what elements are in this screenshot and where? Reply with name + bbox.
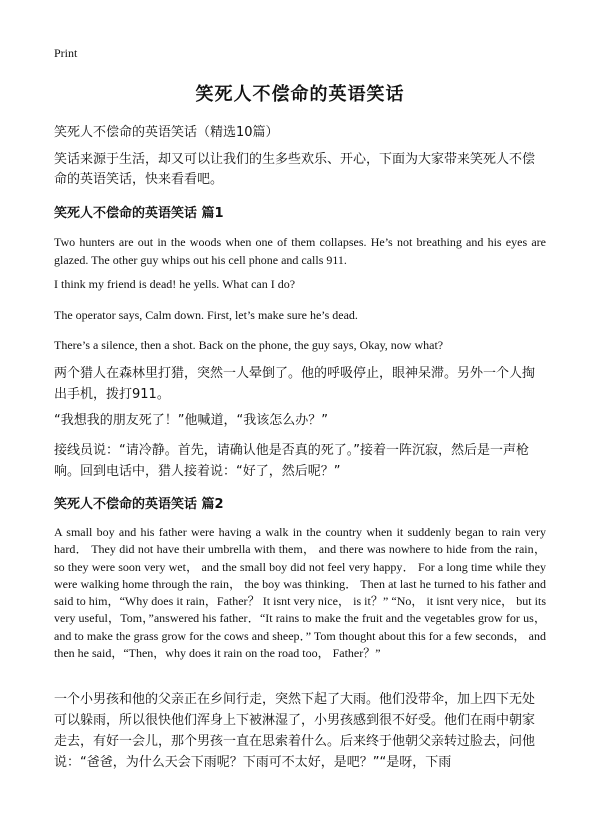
cn-paragraph: 两个猎人在森林里打猎，突然一人晕倒了。他的呼吸停止，眼神呆滞。另外一个人掏出手机，拨打911。 — [54, 366, 536, 402]
cn-paragraph: “我想我的朋友死了！”他喊道，“我该怎么办？” — [54, 413, 328, 428]
document-subtitle: 笑死人不偿命的英语笑话（精选10篇） — [54, 125, 279, 140]
en-paragraph: There’s a silence, then a shot. Back on the phone, the guy says, Okay, now what? — [54, 338, 444, 352]
cn-paragraph: 一个小男孩和他的父亲正在乡间行走，突然下起了大雨。他们没带伞，加上四下无处可以躲雨，所以很快他们浑身上下被淋湿了，小男孩感到很不好受。他们在雨中朝家走去，有好一会儿，那个男孩一直在思索着什么。后来终于他朝父亲转过脸去，问他说：“爸爸，为什么天会下雨呢？下雨可不太好，是吧？”“是呀，下雨 — [54, 692, 536, 770]
print-label: Print — [54, 46, 78, 60]
section-heading-2: 笑死人不偿命的英语笑话 篇2 — [54, 497, 224, 512]
en-paragraph: I think my friend is dead! he yells. What can I do? — [54, 277, 296, 291]
document-title: 笑死人不偿命的英语笑话 — [195, 84, 405, 105]
section-heading-1: 笑死人不偿命的英语笑话 篇1 — [54, 206, 224, 221]
intro-paragraph: 笑话来源于生活，却又可以让我们的生多些欢乐、开心，下面为大家带来笑死人不偿命的英语笑话，快来看看吧。 — [54, 152, 536, 187]
en-paragraph: A small boy and his father were having a walk in the country when it suddenly began to rain very hard． They did not have their umbrella with them， and there was nowhere to hide from the rain， so they were soon very wet， and the small boy did not feel very happy． For a long time while they were walking home through the rain， the boy was thinking． Then at last he turned to his father and said to him，“Why does it rain，Father？ It isnt very nice， is it？” “No， it isnt very nice， but its very useful，Tom，”answered his father．“It rains to make the fruit and the vegetables grow for us， and to make the grass grow for the cows and sheep．” Tom thought about this for a few seconds， and then he said，“Then，why does it rain on the road too， Father？” — [54, 525, 546, 661]
en-paragraph: Two hunters are out in the woods when one of them collapses. He’s not breathing and his eyes are glazed. The other guy whips out his cell phone and calls 911. — [54, 235, 546, 267]
cn-paragraph: 接线员说：“请冷静。首先，请确认他是否真的死了。”接着一阵沉寂，然后是一声枪响。回到电话中，猎人接着说：“好了，然后呢？” — [54, 443, 529, 479]
en-paragraph: The operator says, Calm down. First, let’s make sure he’s dead. — [54, 308, 358, 322]
